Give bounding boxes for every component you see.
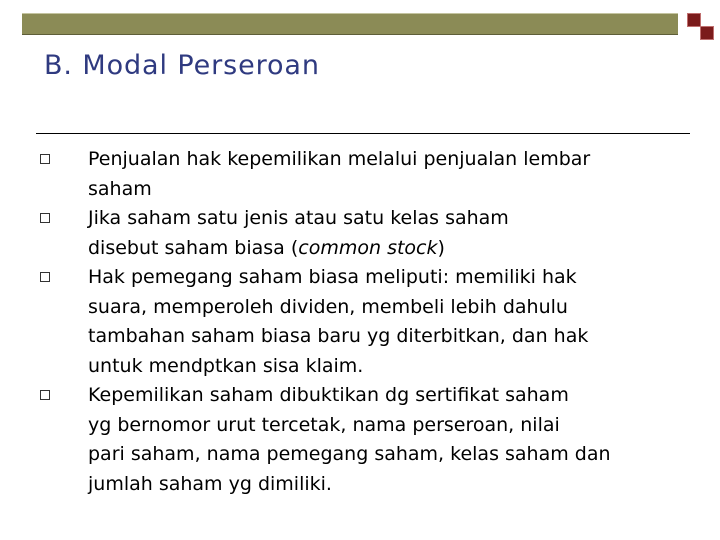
text-run: suara, memperoleh dividen, membeli lebih dahulu [88, 295, 568, 318]
slide-title: B. Modal Perseroan [44, 50, 320, 81]
text-run: Jika saham satu jenis atau satu kelas saham [88, 207, 509, 229]
bullet-line [88, 145, 698, 175]
text-run: untuk mendptkan sisa klaim. [88, 354, 364, 377]
text-run: Hak pemegang saham biasa meliputi: memiliki hak [88, 266, 577, 288]
bullet-item [0, 381, 698, 499]
text-run: disebut saham biasa ( [88, 236, 299, 259]
italic-term: common stock [298, 236, 438, 259]
bullet-line [88, 440, 698, 470]
text-run: pari saham, nama pemegang saham, kelas saham dan [88, 443, 611, 465]
bullet-line [88, 470, 698, 500]
hollow-square-bullet-icon [40, 272, 50, 282]
bullet-line [88, 175, 698, 205]
decorative-square-icon [700, 26, 714, 40]
bullet-item [0, 263, 698, 381]
text-run: yg bernomor urut tercetak, nama perseroan, nilai [88, 413, 560, 436]
text-run: jumlah saham yg dimiliki. [88, 472, 332, 495]
bullet-line [88, 322, 698, 352]
text-run: tambahan saham biasa baru yg diterbitkan, dan hak [88, 325, 589, 347]
decorative-square-icon [687, 13, 701, 27]
bullet-line [88, 204, 698, 234]
decorative-top-bar [22, 13, 678, 35]
bullet-line [88, 293, 698, 323]
title-divider [36, 133, 690, 134]
hollow-square-bullet-icon [40, 390, 50, 400]
text-run: saham [88, 177, 152, 200]
bullet-line [88, 381, 698, 411]
bullet-line [88, 411, 698, 441]
bullet-line [88, 263, 698, 293]
bullet-list [0, 145, 720, 499]
bullet-item [0, 145, 698, 204]
bullet-item [0, 204, 698, 263]
text-run: ) [437, 236, 445, 259]
hollow-square-bullet-icon [40, 154, 50, 164]
bullet-line [88, 234, 698, 264]
bullet-line [88, 352, 698, 382]
text-run: Kepemilikan saham dibuktikan dg sertifikat saham [88, 384, 569, 406]
text-run: Penjualan hak kepemilikan melalui penjualan lembar [88, 148, 591, 170]
hollow-square-bullet-icon [40, 213, 50, 223]
